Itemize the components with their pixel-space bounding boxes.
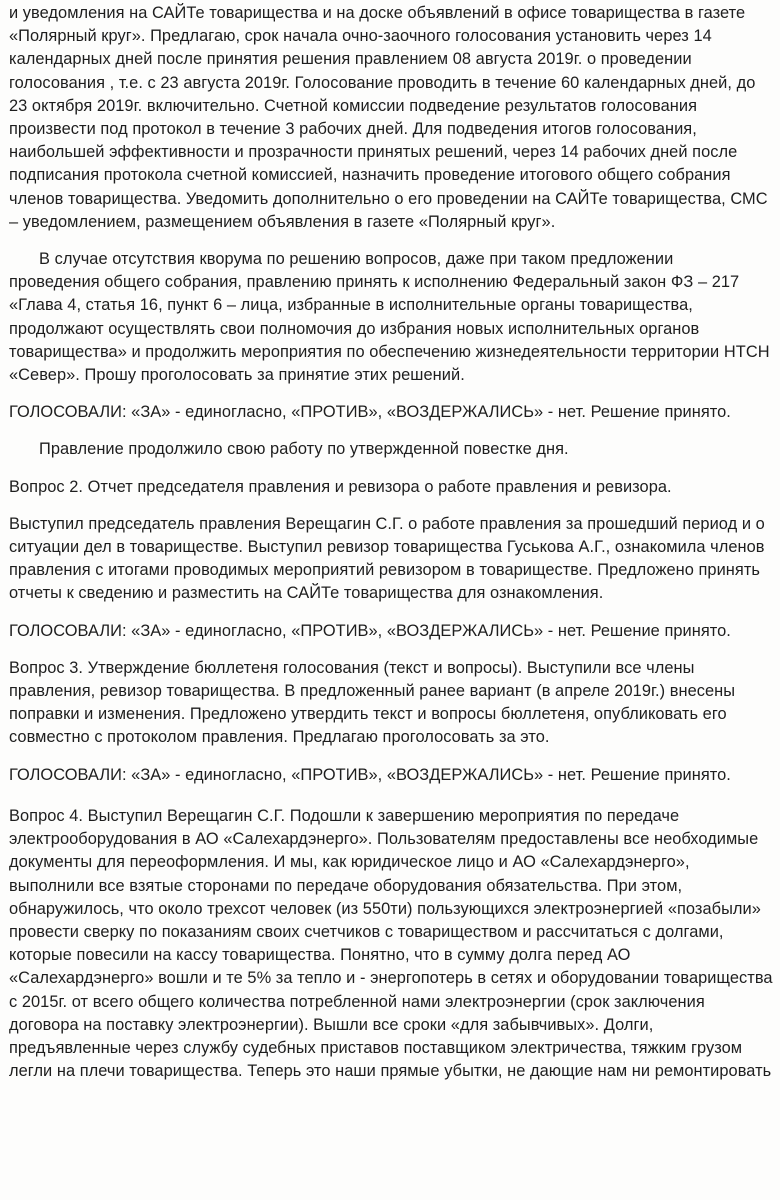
text-line: «Полярный круг». Предлагаю, срок начала очно-заочного голосования установить через 14 <box>9 27 712 46</box>
text-line: В случае отсутствия кворума по решению вопросов, даже при таком предложении <box>39 250 674 269</box>
paragraph-question-2-title <box>9 476 772 499</box>
text-line: Выступил председатель правления Верещагин С.Г. о работе правления за прошедший период и о <box>9 514 765 533</box>
paragraph-question-4 <box>9 805 772 1083</box>
text-line: правления с итогами проводимых мероприятий ревизором в товариществе. Предложено принять <box>9 561 760 580</box>
text-line: подписания протокола счетной комиссией, назначить проведение итогового общего собрания <box>9 166 731 185</box>
text-line: проведения общего собрания, правлению принять к исполнению Федеральный закон ФЗ – 217 <box>9 273 740 292</box>
text-line: «Глава 4, статья 16, пункт 6 – лица, избранные в исполнительные органы товарищества, <box>9 296 693 315</box>
text-line: ГОЛОСОВАЛИ: «ЗА» - единогласно, «ПРОТИВ», «ВОЗДЕРЖАЛИСЬ» - нет. Решение принято. <box>9 621 731 640</box>
text-line: «Север». Прошу проголосовать за принятие этих решений. <box>9 366 465 385</box>
text-line: произвести под протокол в течение 3 рабочих дней. Для подведения итогов голосования, <box>9 120 697 139</box>
paragraph-voting-notice <box>9 2 772 234</box>
text-line: выполнили все взятые сторонами по передаче оборудования обязательства. При этом, <box>9 876 683 895</box>
text-line: правления, ревизор товарищества. В предложенный ранее вариант (в апреле 2019г.) внесены <box>9 682 736 701</box>
text-line: электрооборудования в АО «Салехардэнерго». Пользователям предоставлены все необходимые <box>9 830 759 849</box>
text-line: с 2015г. от всего общего количества потребленной нами электроэнергии (срок заключения <box>9 992 705 1011</box>
text-line: Вопрос 2. Отчет председателя правления и ревизора о работе правления и ревизора. <box>9 477 672 496</box>
text-line: наибольшей эффективности и прозрачности принятых решений, через 14 рабочих дней после <box>9 143 738 162</box>
paragraph-question-2-body <box>9 513 772 606</box>
text-line: 23 октября 2019г. включительно. Счетной комиссии подведение результатов голосования <box>9 96 698 115</box>
text-line: Вопрос 4. Выступил Верещагин С.Г. Подошли к завершению мероприятия по передаче <box>9 806 680 825</box>
text-line: – уведомлением, размещением объявления в газете «Полярный круг». <box>9 212 556 231</box>
text-line: товарищества» и продолжить мероприятия по обеспечению жизнедеятельности территории НТСН <box>9 342 770 361</box>
text-line: договора на поставку электроэнергии). Вышли все сроки «для забывчивых». Долги, <box>9 1015 654 1034</box>
paragraph-agenda <box>9 438 772 461</box>
text-line: ситуации дел в товариществе. Выступил ревизор товарищества Гуськова А.Г., ознакомила членов <box>9 538 765 557</box>
text-line: провести сверку по показаниям своих счетчиков с товариществом и рассчитаться с долгами, <box>9 922 724 941</box>
text-line: и уведомления на САЙТе товарищества и на доске объявлений в офисе товарищества в газете <box>9 4 746 22</box>
text-line: документы для переоформления. И мы, как юридическое лицо и АО «Салехардэнерго», <box>9 853 690 872</box>
paragraph-vote-result-2 <box>9 620 772 643</box>
text-line: отчеты к сведению и разместить на САЙТе товарищества для ознакомления. <box>9 584 604 603</box>
text-line: легли на плечи товарищества. Теперь это наши прямые убытки, не дающие нам ни ремонтировать <box>9 1062 772 1081</box>
text-line: ГОЛОСОВАЛИ: «ЗА» - единогласно, «ПРОТИВ», «ВОЗДЕРЖАЛИСЬ» - нет. Решение принято. <box>9 403 731 422</box>
text-line: предъявленные через службу судебных приставов поставщиком электричества, тяжким грузом <box>9 1038 743 1057</box>
text-line: поправки и изменения. Предложено утвердить текст и вопросы бюллетеня, опубликовать его <box>9 705 727 724</box>
text-line: Правление продолжило свою работу по утвержденной повестке дня. <box>39 440 569 459</box>
paragraph-question-3 <box>9 657 772 750</box>
text-line: голосования , т.е. с 23 августа 2019г. Голосование проводить в течение 60 календарных дней, до <box>9 73 756 92</box>
text-line: Вопрос 3. Утверждение бюллетеня голосования (текст и вопросы). Выступили все члены <box>9 658 695 677</box>
text-line: продолжают осуществлять свои полномочия до избрания новых исполнительных органов <box>9 319 700 338</box>
paragraph-quorum <box>9 248 772 387</box>
paragraph-vote-result-3 <box>9 764 772 787</box>
text-line: совместно с протоколом правления. Предлагаю проголосовать за это. <box>9 728 550 747</box>
text-line: «Салехардэнерго» вошли и те 5% за тепло и - энергопотерь в сетях и оборудовании товарищества <box>9 969 773 988</box>
text-line: ГОЛОСОВАЛИ: «ЗА» - единогласно, «ПРОТИВ», «ВОЗДЕРЖАЛИСЬ» - нет. Решение принято. <box>9 765 731 784</box>
text-line: членов товарищества. Уведомить дополнительно о его проведении на САЙТе товарищества, СМС <box>9 189 768 208</box>
paragraph-vote-result-1 <box>9 401 772 424</box>
text-line: обнаружилось, что около трехсот человек (из 550ти) пользующихся электроэнергией «позабыли» <box>9 899 761 918</box>
text-line: календарных дней после принятия решения правлением 08 августа 2019г. о проведении <box>9 50 692 69</box>
text-line: которые повесили на кассу товарищества. Понятно, что в сумму долга перед АО <box>9 946 631 965</box>
